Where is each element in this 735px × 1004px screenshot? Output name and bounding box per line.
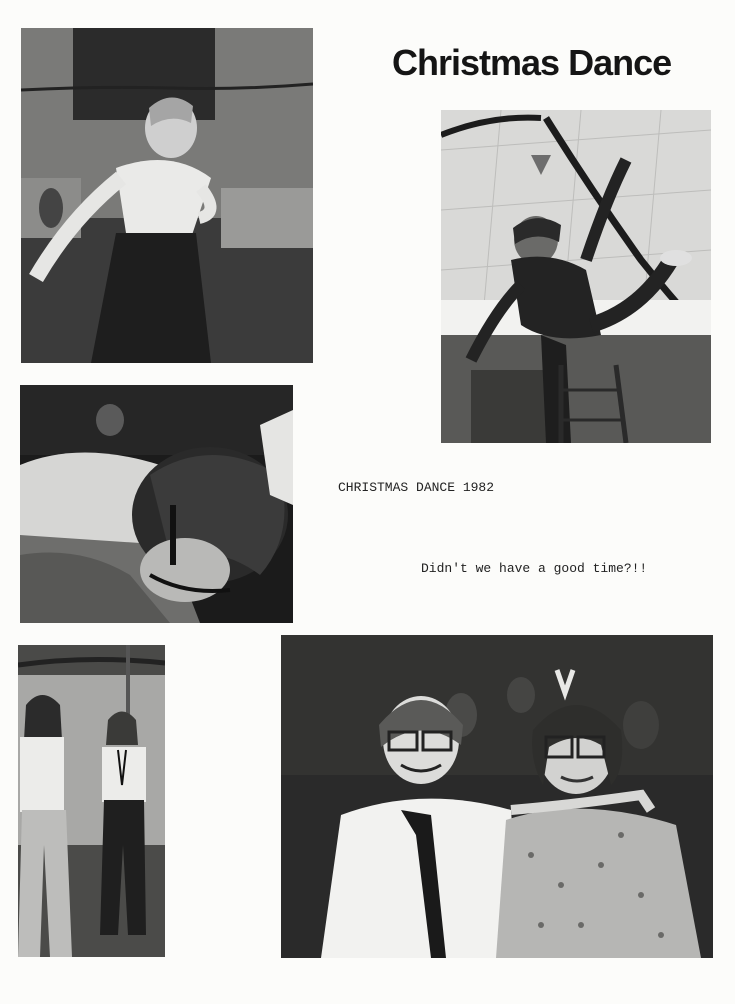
caption-primary: CHRISTMAS DANCE 1982	[338, 480, 495, 495]
ladder-jump-image	[441, 110, 711, 443]
ladder-jump-photo	[441, 110, 711, 443]
couple-portrait-image	[281, 635, 713, 958]
bowing-boy-photo	[20, 385, 293, 623]
bowing-boy-image	[20, 385, 293, 623]
page-title: Christmas Dance	[392, 42, 672, 83]
caption-secondary: Didn't we have a good time?!!	[421, 561, 648, 576]
two-girls-photo	[18, 645, 165, 957]
two-girls-image	[18, 645, 165, 957]
dancing-woman-image	[21, 28, 313, 363]
dancing-woman-photo	[21, 28, 313, 363]
couple-portrait-photo	[281, 635, 713, 958]
